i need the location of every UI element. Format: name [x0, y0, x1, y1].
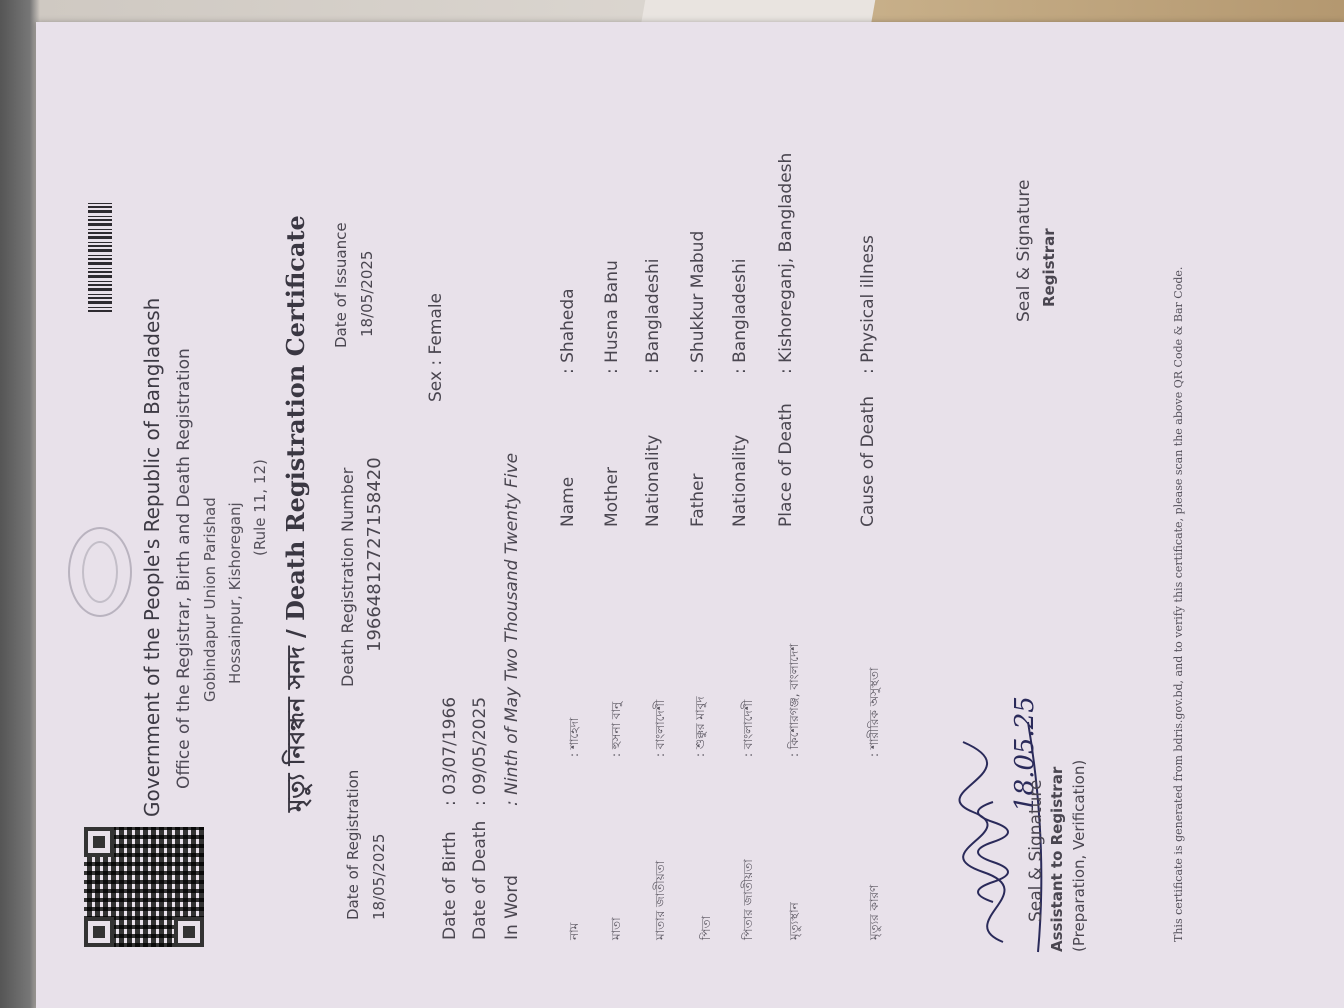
detail-bn-value: : শাহেদা [567, 717, 581, 757]
right-seal-label: Seal & Signature [1014, 179, 1034, 322]
detail-en-value: : Physical illness [858, 235, 878, 374]
qr-code-icon [84, 827, 204, 947]
certificate-title: মৃত্যু নিবন্ধন সনদ / Death Registration Certificate [281, 215, 310, 812]
in-word-value: : Ninth of May Two Thousand Twenty Five [502, 452, 522, 806]
registration-date-label: Date of Registration [344, 769, 362, 920]
certificate-document [68, 32, 1318, 1002]
detail-en-label: Cause of Death [858, 396, 878, 527]
detail-bn-label: মাতার জাতীয়তা [653, 860, 667, 940]
detail-bn-value: : বাংলাদেশী [653, 699, 667, 757]
registration-number-value: 19664812727158420 [364, 457, 385, 652]
birth-date-label: Date of Birth [440, 831, 460, 940]
detail-bn-label: নাম [567, 922, 581, 940]
parishad-heading: Gobindapur Union Parishad [201, 497, 219, 702]
verification-footer: This certificate is generated from bdris.gov.bd, and to verify this certificate, please scan the above QR Code & Bar Code. [1172, 266, 1185, 942]
detail-en-label: Father [688, 473, 708, 527]
detail-en-value: : Bangladeshi [730, 258, 750, 374]
birth-date-value: : 03/07/1966 [440, 696, 460, 806]
registration-number-label: Death Registration Number [338, 467, 357, 687]
location-heading: Hossainpur, Kishoreganj [226, 502, 244, 684]
in-word-label: In Word [502, 875, 522, 940]
detail-en-label: Place of Death [776, 403, 796, 527]
detail-bn-label: মাতা [609, 917, 623, 940]
detail-en-label: Nationality [643, 434, 663, 527]
detail-en-value: : Shukkur Mabud [688, 230, 708, 374]
left-seal-label: Seal & Signature [1026, 779, 1046, 922]
detail-bn-value: : শুক্কুর মাবুদ [693, 696, 707, 757]
detail-bn-label: মৃত্যুর কারণ [867, 884, 881, 940]
issuance-date-label: Date of Issuance [332, 222, 350, 348]
issuance-date-value: 18/05/2025 [358, 250, 376, 337]
detail-en-label: Mother [602, 467, 622, 527]
detail-en-value: : Bangladeshi [643, 258, 663, 374]
office-heading: Office of the Registrar, Birth and Death Registration [174, 348, 194, 789]
detail-bn-value: : কিশোরগঞ্জ, বাংলাদেশ [787, 643, 801, 757]
sex-value: Sex : Female [426, 292, 446, 402]
death-date-value: : 09/05/2025 [470, 696, 490, 806]
barcode-icon [88, 202, 112, 312]
right-role: Registrar [1040, 228, 1058, 307]
certificate-paper [36, 22, 1344, 1008]
detail-en-label: Nationality [730, 434, 750, 527]
detail-bn-value: : হুসনা বানু [609, 701, 623, 757]
left-note: (Preparation, Verification) [1070, 759, 1088, 952]
rule-text: (Rule 11, 12) [251, 459, 269, 556]
detail-bn-value: : শারীরিক অসুস্থতা [867, 667, 881, 757]
detail-bn-label: মৃত্যুস্থান [787, 902, 801, 940]
detail-en-value: : Husna Banu [602, 260, 622, 374]
handwritten-date: 18.05.25 [1010, 696, 1040, 812]
government-seal-icon [68, 527, 132, 617]
detail-bn-value: : বাংলাদেশী [741, 699, 755, 757]
death-date-label: Date of Death [470, 820, 490, 940]
government-heading: Government of the People's Republic of Bangladesh [140, 297, 164, 817]
detail-en-value: : Shaheda [558, 288, 578, 374]
detail-en-value: : Kishoreganj, Bangladesh [776, 152, 796, 374]
detail-bn-label: পিতা [699, 915, 713, 940]
left-role: Assistant to Registrar [1048, 766, 1066, 952]
detail-bn-label: পিতার জাতীয়তা [741, 859, 755, 940]
detail-en-label: Name [558, 476, 578, 527]
registration-date-value: 18/05/2025 [370, 833, 388, 920]
